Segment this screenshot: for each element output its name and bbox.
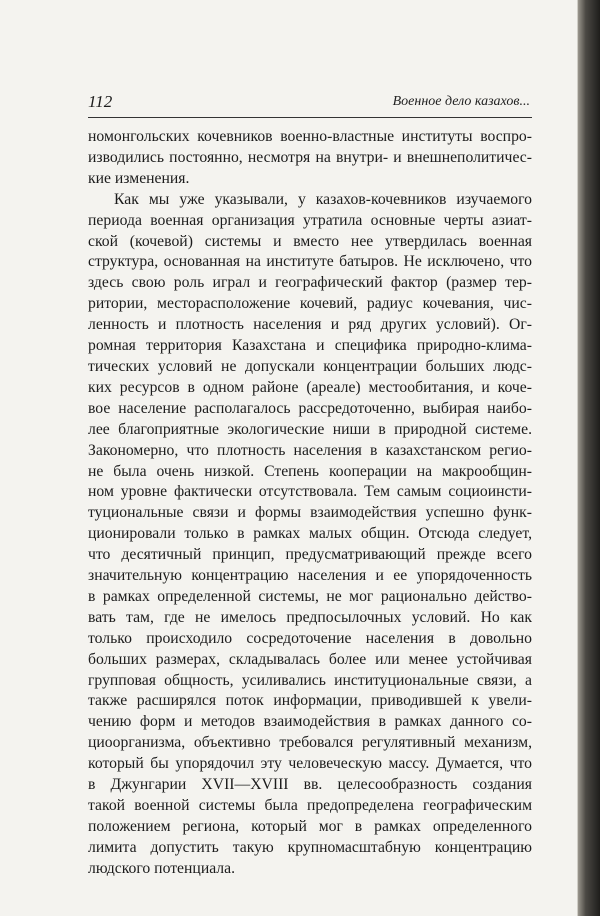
- text-line: периода военная организация утратила основные черты азиат-: [88, 211, 532, 229]
- text-line: лимита допустить такую крупномасштабную концентрацию: [88, 838, 532, 856]
- text-line: структура, основанная на институте батыров. Не исключено, что: [88, 253, 532, 271]
- text-line: туциональные связи и формы взаимодействия успешно функ-: [88, 504, 532, 522]
- text-line: ской (кочевой) системы и вместо нее утвердилась военная: [88, 232, 532, 250]
- book-spine-shadow: [578, 0, 600, 916]
- text-line: такой военной системы была предопределена географическим: [88, 797, 532, 814]
- text-line: кие изменения.: [88, 169, 190, 187]
- text-line: здесь свою роль играл и географический фактор (размер тер-: [88, 274, 532, 292]
- body-text: [88, 127, 532, 880]
- text-line: ленность и плотность населения и ряд других условий). Ог-: [88, 316, 532, 334]
- text-line: только происходило сосредоточение населения в довольно: [88, 629, 532, 647]
- text-line: в рамках определенной системы, не мог рационально действо-: [88, 587, 532, 605]
- text-line: не была очень низкой. Степень кооперации на макрообщин-: [88, 462, 532, 480]
- text-line: групповая общность, усиливались институциональные связи, а: [88, 671, 532, 689]
- text-line: чению форм и методов взаимодействия в рамках данного со-: [88, 713, 532, 731]
- text-line: лее благоприятные экологические ниши в природной системе.: [88, 420, 532, 438]
- text-line: циоорганизма, объективно требовался регулятивный механизм,: [88, 734, 532, 752]
- text-line: также расширялся поток информации, приводившей к увели-: [88, 692, 532, 710]
- text-line: людского потенциала.: [88, 859, 236, 877]
- header-rule: [88, 117, 532, 118]
- text-line: ритории, месторасположение кочевий, радиус кочевания, чис-: [88, 295, 532, 313]
- text-line: вое население располагалось рассредоточенно, выбирая наибо-: [88, 399, 532, 417]
- text-line: изводились постоянно, несмотря на внутри- и внешнеполитичес-: [88, 148, 532, 166]
- page-number: 112: [88, 92, 113, 111]
- text-line: значительную концентрацию населения и ее упорядоченность: [88, 567, 532, 585]
- text-line: больших размерах, складывалась более или менее устойчивая: [88, 650, 532, 668]
- text-line: который бы упорядочил эту человеческую массу. Думается, что: [88, 755, 532, 773]
- text-line: что десятичный принцип, предусматривающий прежде всего: [88, 546, 532, 564]
- running-title: Военное дело казахов...: [392, 94, 530, 109]
- text-line: тических условий не допускали концентрации больших людс-: [88, 357, 532, 375]
- text-line: ном уровне фактически отсутствовала. Тем самым социоинсти-: [88, 483, 532, 501]
- text-line: Закономерно, что плотность населения в казахстанском регио-: [88, 441, 532, 459]
- text-line: ционировали только в рамках малых общин. Отсюда следует,: [88, 525, 532, 543]
- text-line: номонгольских кочевников военно-властные институты воспро-: [88, 128, 532, 145]
- text-line: вать там, где не имелось предпосылочных условий. Но как: [88, 608, 532, 626]
- text-line: в Джунгарии XVII—XVIII вв. целесообразность создания: [88, 776, 532, 794]
- text-line: положением региона, который мог в рамках определенного: [88, 817, 532, 835]
- page-header: [88, 92, 530, 114]
- text-line: Как мы уже указывали, у казахов-кочевников изучаемого: [114, 190, 532, 208]
- text-line: ких ресурсов в одном районе (ареале) местообитания, и коче-: [88, 378, 532, 396]
- text-line: ромная территория Казахстана и специфика природно-клима-: [88, 337, 532, 355]
